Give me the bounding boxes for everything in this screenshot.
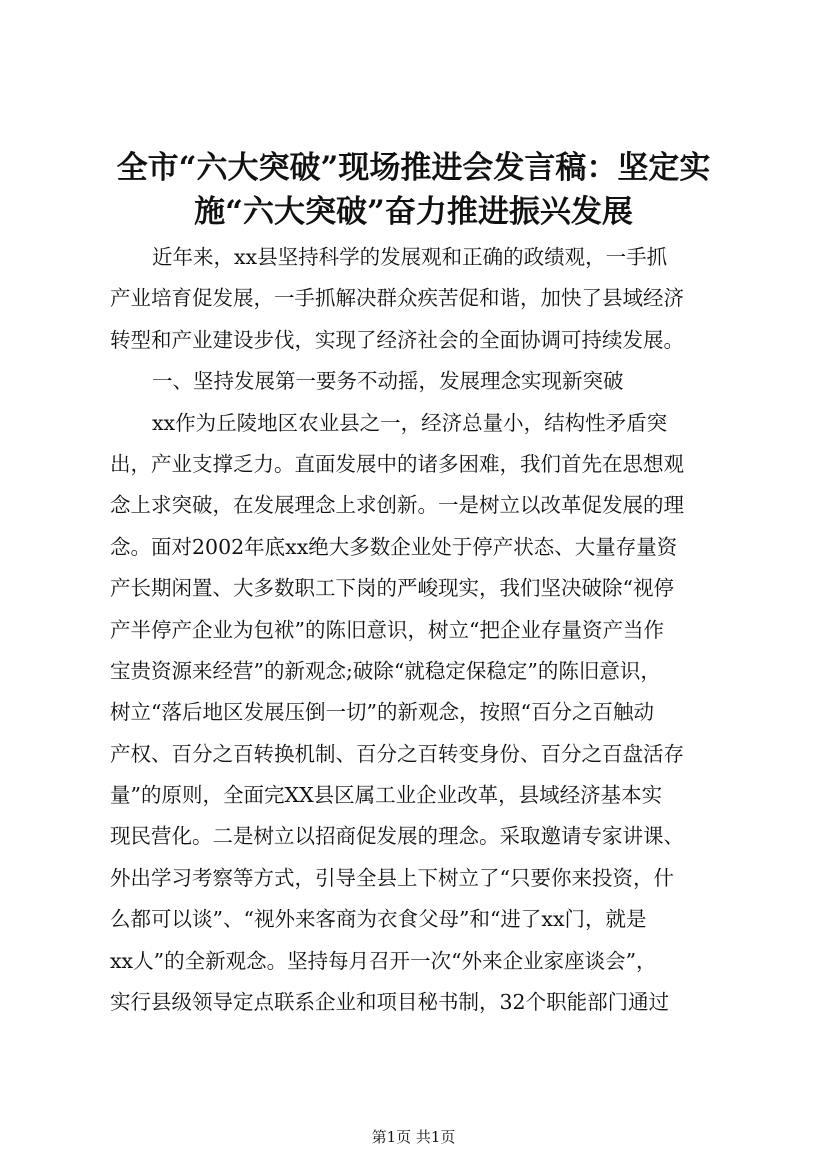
text-line: 近年来，xx县坚持科学的发展观和正确的政绩观，一手抓 xyxy=(152,245,668,269)
text-line: 量”的原则，全面完XX县区属工业企业改革，县域经济基本实 xyxy=(110,783,663,808)
text-line: xx作为丘陵地区农业县之一，经济总量小，结构性矛盾突 xyxy=(152,410,668,435)
text-line: 外出学习考察等方式，引导全县上下树立了“只要你来投资，什 xyxy=(110,865,674,890)
text-line: 出，产业支撑乏力。直面发展中的诸多困难，我们首先在思想观 xyxy=(110,451,684,476)
text-line: 转型和产业建设步伐，实现了经济社会的全面协调可持续发展。 xyxy=(110,327,684,352)
text-line: 产长期闲置、大多数职工下岗的严峻现实，我们坚决破除“视停 xyxy=(110,576,674,601)
text-line: 念。面对2002年底xx绝大多数企业处于停产状态、大量存量资 xyxy=(110,534,678,559)
text-line: 宝贵资源来经营”的新观念;破除“就稳定保稳定”的陈旧意识， xyxy=(110,658,661,683)
title-line-1: 全市“六大突破”现场推进会发言稿：坚定实 xyxy=(116,150,711,186)
title-line-2: 施“六大突破”奋力推进振兴发展 xyxy=(194,194,633,230)
text-line: 实行县级领导定点联系企业和项目秘书制，32个职能部门通过 xyxy=(110,990,670,1015)
text-line: 树立“落后地区发展压倒一切”的新观念，按照“百分之百触动 xyxy=(110,700,654,725)
text-line: 产权、百分之百转换机制、百分之百转变身份、百分之百盘活存 xyxy=(110,741,684,766)
document-body xyxy=(110,243,750,1029)
text-line: 念上求突破，在发展理念上求创新。一是树立以改革促发展的理 xyxy=(110,493,684,518)
text-line: 现民营化。二是树立以招商促发展的理念。采取邀请专家讲课、 xyxy=(110,824,684,849)
text-line: 一、坚持发展第一要务不动摇，发展理念实现新突破 xyxy=(152,369,624,394)
document-title xyxy=(100,146,727,234)
text-line: 产业培育促发展，一手抓解决群众疾苦促和谐，加快了县域经济 xyxy=(110,286,684,311)
text-line: 产半停产企业为包袱”的陈旧意识，树立“把企业存量资产当作 xyxy=(110,617,664,642)
text-line: xx人”的全新观念。坚持每月召开一次“外来企业家座谈会”， xyxy=(110,948,657,973)
text-line: 么都可以谈”、“视外来客商为衣食父母”和“进了xx门，就是 xyxy=(110,907,647,932)
page-footer: 第1页 共1页 xyxy=(371,1128,456,1146)
